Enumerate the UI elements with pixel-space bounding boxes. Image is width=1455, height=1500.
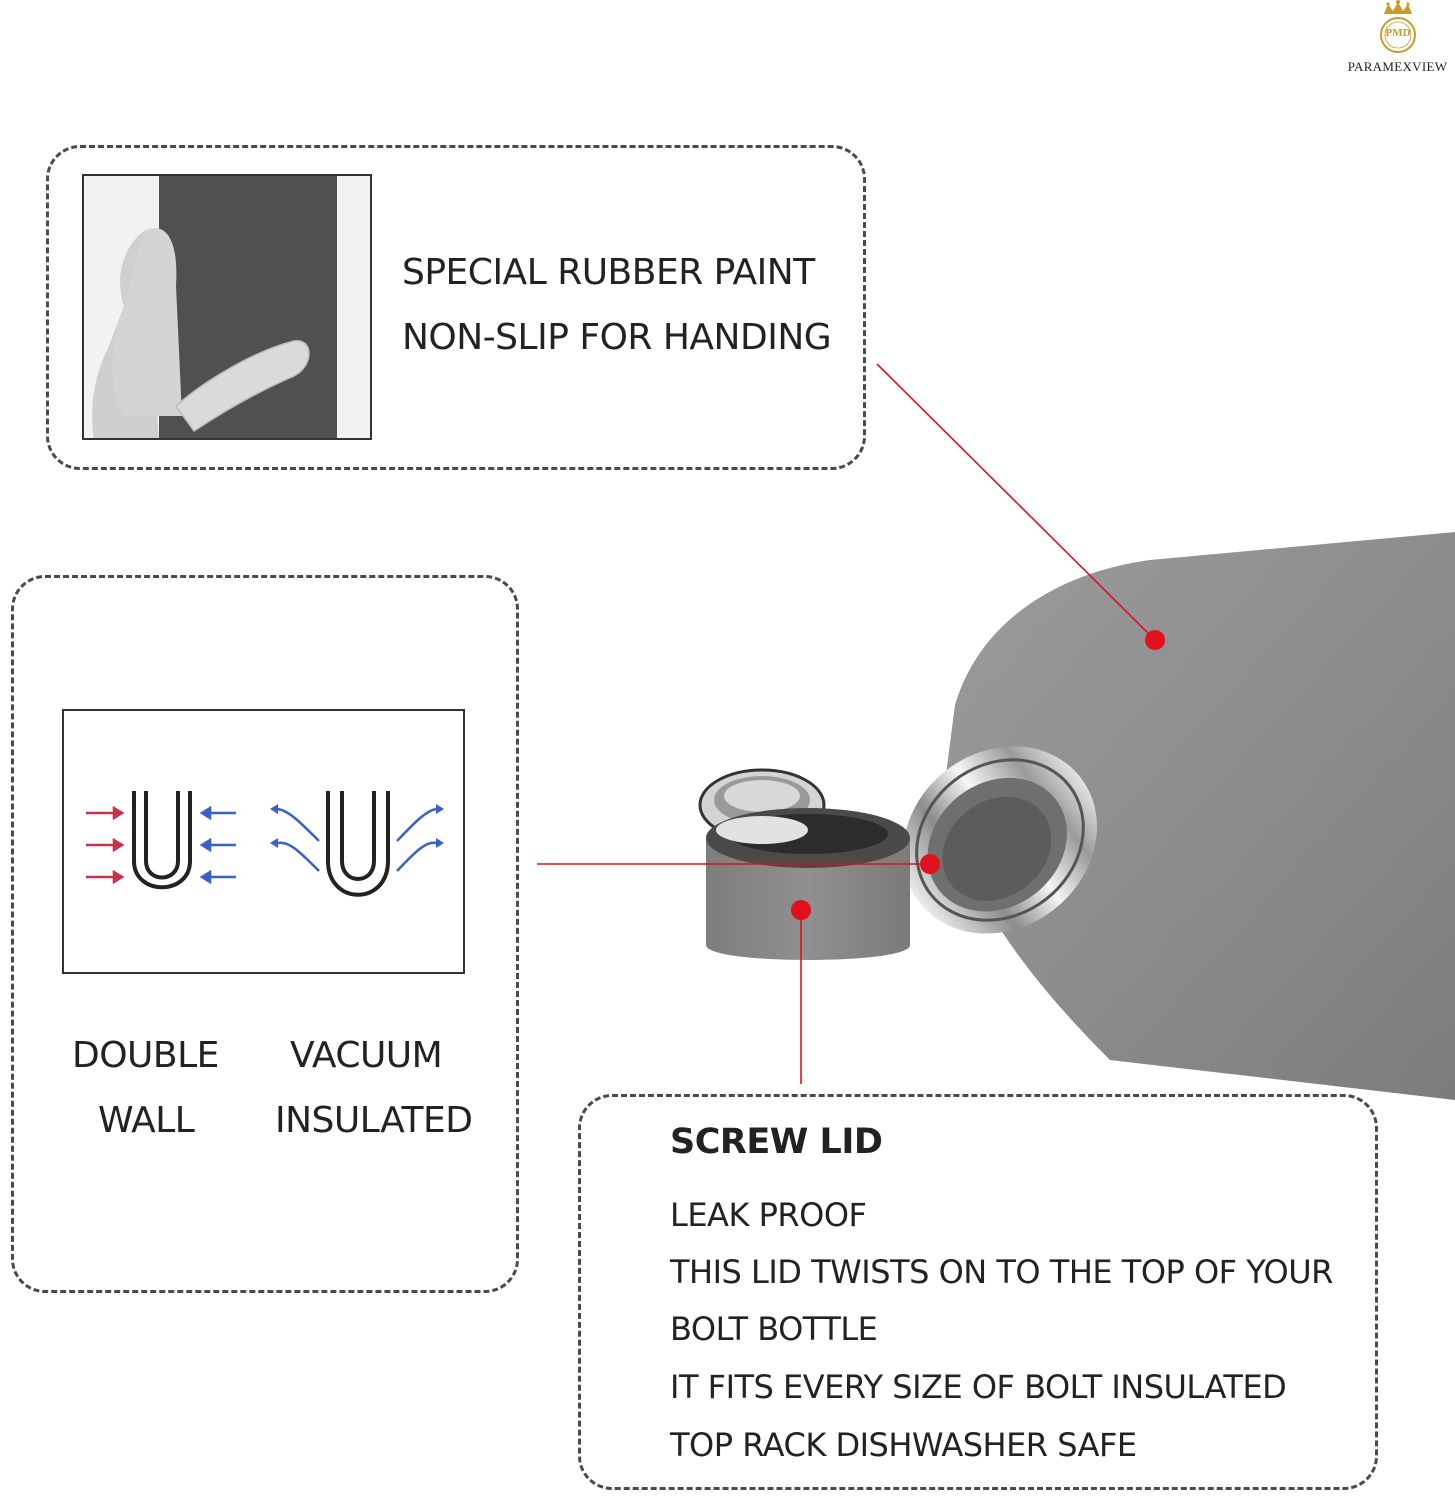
lid-text-line: THIS LID TWISTS ON TO THE TOP OF YOUR bbox=[670, 1253, 1333, 1291]
lid-text-line: IT FITS EVERY SIZE OF BOLT INSULATED bbox=[670, 1368, 1287, 1406]
grip-text-line2: NON-SLIP FOR HANDING bbox=[402, 317, 832, 358]
deflected-arrow-icon bbox=[278, 809, 436, 871]
callout-dot-lid bbox=[791, 900, 811, 920]
vacuum-line2: INSULATED bbox=[275, 1100, 473, 1141]
vacuum-line1: VACUUM bbox=[290, 1035, 443, 1076]
callout-dot-insulation bbox=[920, 854, 940, 874]
double-wall-line1: DOUBLE bbox=[72, 1035, 219, 1076]
lid-text-line: LEAK PROOF bbox=[670, 1196, 867, 1234]
hand-holding-bottle-icon bbox=[84, 176, 372, 440]
callout-line-grip bbox=[877, 364, 1155, 640]
heat-arrow-icon bbox=[86, 808, 122, 882]
double-wall-diagram bbox=[86, 791, 236, 887]
grip-text-line1: SPECIAL RUBBER PAINT bbox=[402, 252, 815, 293]
lid-text-line: BOLT BOTTLE bbox=[670, 1310, 878, 1348]
cold-arrow-icon bbox=[202, 808, 236, 882]
logo-name: PARAMEXVIEW bbox=[1347, 59, 1448, 74]
grip-photo bbox=[82, 174, 372, 440]
callout-dot-grip bbox=[1145, 630, 1165, 650]
lid-title: SCREW LID bbox=[670, 1122, 883, 1162]
double-wall-line2: WALL bbox=[98, 1100, 195, 1141]
vacuum-insulated-diagram bbox=[270, 791, 444, 895]
logo-initials: PMD bbox=[1385, 27, 1411, 39]
insulation-diagram bbox=[62, 709, 465, 974]
lid-text-line: TOP RACK DISHWASHER SAFE bbox=[670, 1426, 1137, 1464]
